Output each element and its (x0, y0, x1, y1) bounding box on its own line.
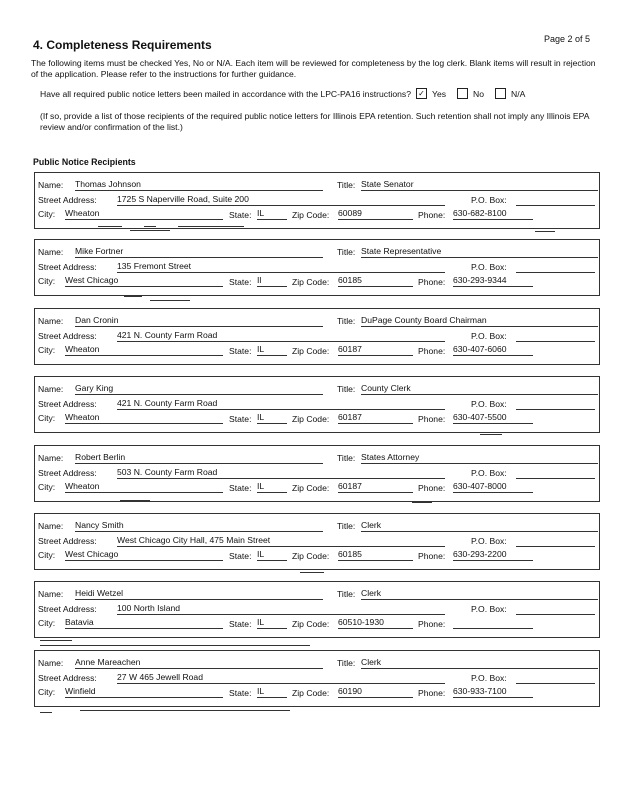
scan-mark (412, 502, 432, 503)
phone-label: Phone: (418, 551, 446, 561)
po-box-label: P.O. Box: (471, 536, 507, 546)
state-label: State: (229, 346, 252, 356)
zip-label: Zip Code: (292, 277, 330, 287)
po-box-field[interactable] (516, 535, 595, 547)
yes-checkbox[interactable]: ✓ (416, 88, 427, 99)
street-label: Street Address: (38, 536, 97, 546)
title-field[interactable]: Clerk (361, 588, 598, 600)
scan-mark (40, 640, 72, 641)
title-label: Title: (337, 453, 356, 463)
zip-label: Zip Code: (292, 483, 330, 493)
city-field[interactable]: Wheaton (65, 208, 223, 220)
name-label: Name: (38, 658, 64, 668)
title-label: Title: (337, 247, 356, 257)
title-label: Title: (337, 589, 356, 599)
page-number: Page 2 of 5 (543, 34, 590, 44)
city-label: City: (38, 482, 56, 492)
scan-mark (124, 296, 142, 297)
city-field[interactable]: Winfield (65, 686, 223, 698)
recipient-card (34, 513, 600, 570)
street-field[interactable]: 27 W 465 Jewell Road (117, 672, 445, 684)
scan-mark (300, 572, 324, 573)
po-box-label: P.O. Box: (471, 195, 507, 205)
name-label: Name: (38, 453, 64, 463)
state-field[interactable]: IL (257, 208, 287, 220)
name-label: Name: (38, 316, 64, 326)
phone-field[interactable]: 630-407-5500 (453, 412, 533, 424)
title-label: Title: (337, 384, 356, 394)
name-field[interactable]: Anne Mareachen (75, 657, 323, 669)
street-label: Street Address: (38, 673, 97, 683)
name-field[interactable]: Robert Berlin (75, 452, 323, 464)
city-label: City: (38, 618, 56, 628)
state-label: State: (229, 210, 252, 220)
po-box-label: P.O. Box: (471, 399, 507, 409)
phone-field[interactable]: 630-293-9344 (453, 275, 533, 287)
po-box-field[interactable] (516, 398, 595, 410)
state-field[interactable]: IL (257, 549, 287, 561)
state-field[interactable]: IL (257, 686, 287, 698)
title-label: Title: (337, 521, 356, 531)
no-checkbox[interactable] (457, 88, 468, 99)
recipient-card (34, 308, 600, 365)
street-field[interactable]: 100 North Island (117, 603, 445, 615)
na-checkbox[interactable] (495, 88, 506, 99)
zip-field[interactable]: 60185 (338, 549, 413, 561)
recipient-card (34, 445, 600, 502)
state-label: State: (229, 483, 252, 493)
title-label: Title: (337, 658, 356, 668)
phone-label: Phone: (418, 346, 446, 356)
public-notice-question (40, 88, 531, 99)
name-label: Name: (38, 180, 64, 190)
scan-mark (120, 500, 150, 501)
state-field[interactable]: IL (257, 617, 287, 629)
scan-mark (535, 231, 555, 232)
state-label: State: (229, 414, 252, 424)
phone-field[interactable]: 630-407-6060 (453, 344, 533, 356)
scan-mark (178, 226, 244, 227)
city-field[interactable]: Wheaton (65, 344, 223, 356)
zip-field[interactable]: 60187 (338, 481, 413, 493)
street-label: Street Address: (38, 262, 97, 272)
zip-label: Zip Code: (292, 210, 330, 220)
name-field[interactable]: Dan Cronin (75, 315, 323, 327)
state-label: State: (229, 688, 252, 698)
recipient-card (34, 581, 600, 638)
title-label: Title: (337, 180, 356, 190)
city-label: City: (38, 345, 56, 355)
street-field[interactable]: 503 N. County Farm Road (117, 467, 445, 479)
name-field[interactable]: Thomas Johnson (75, 179, 323, 191)
po-box-field[interactable] (516, 603, 595, 615)
city-label: City: (38, 276, 56, 286)
phone-label: Phone: (418, 688, 446, 698)
po-box-field[interactable] (516, 330, 595, 342)
phone-label: Phone: (418, 210, 446, 220)
section-heading: 4. Completeness Requirements (33, 38, 212, 52)
scan-mark (480, 434, 502, 435)
title-field[interactable]: Clerk (361, 520, 598, 532)
scan-mark (150, 300, 190, 301)
name-label: Name: (38, 589, 64, 599)
po-box-label: P.O. Box: (471, 331, 507, 341)
yes-label: Yes (432, 88, 447, 99)
name-label: Name: (38, 521, 64, 531)
zip-field[interactable]: 60187 (338, 412, 413, 424)
state-field[interactable]: IL (257, 412, 287, 424)
scan-mark (98, 226, 122, 227)
name-label: Name: (38, 247, 64, 257)
phone-field[interactable] (453, 617, 533, 629)
recipient-card (34, 239, 600, 296)
street-field[interactable]: 135 Fremont Street (117, 261, 445, 273)
street-field[interactable]: 1725 S Naperville Road, Suite 200 (117, 194, 445, 206)
city-label: City: (38, 413, 56, 423)
title-field[interactable]: County Clerk (361, 383, 598, 395)
scan-mark (130, 230, 170, 231)
zip-field[interactable]: 60190 (338, 686, 413, 698)
city-field[interactable]: Wheaton (65, 412, 223, 424)
zip-label: Zip Code: (292, 688, 330, 698)
zip-field[interactable]: 60185 (338, 275, 413, 287)
po-box-field[interactable] (516, 672, 595, 684)
title-field[interactable]: DuPage County Board Chairman (361, 315, 598, 327)
po-box-field[interactable] (516, 467, 595, 479)
state-field[interactable]: Il (257, 275, 287, 287)
state-label: State: (229, 551, 252, 561)
name-field[interactable]: Gary King (75, 383, 323, 395)
name-field[interactable]: Heidi Wetzel (75, 588, 323, 600)
scan-mark (40, 645, 310, 646)
state-field[interactable]: IL (257, 481, 287, 493)
name-field[interactable]: Nancy Smith (75, 520, 323, 532)
phone-label: Phone: (418, 414, 446, 424)
phone-label: Phone: (418, 483, 446, 493)
title-field[interactable]: State Representative (361, 246, 598, 258)
recipients-section-title: Public Notice Recipients (33, 157, 136, 167)
scan-mark (40, 712, 52, 713)
title-label: Title: (337, 316, 356, 326)
recipient-card (34, 172, 600, 229)
phone-field[interactable]: 630-682-8100 (453, 208, 533, 220)
name-field[interactable]: Mike Fortner (75, 246, 323, 258)
no-label: No (473, 88, 485, 99)
phone-label: Phone: (418, 619, 446, 629)
po-box-label: P.O. Box: (471, 673, 507, 683)
phone-field[interactable]: 630-293-2200 (453, 549, 533, 561)
city-field[interactable]: Batavia (65, 617, 223, 629)
recipient-card (34, 376, 600, 433)
title-field[interactable]: Clerk (361, 657, 598, 669)
po-box-label: P.O. Box: (471, 262, 507, 272)
city-label: City: (38, 209, 56, 219)
po-box-label: P.O. Box: (471, 468, 507, 478)
question-text: Have all required public notice letters been mailed in accordance with the LPC-PA16 instructions? (40, 88, 412, 99)
zip-label: Zip Code: (292, 551, 330, 561)
po-box-field[interactable] (516, 261, 595, 273)
intro-paragraph: The following items must be checked Yes, No or N/A. Each item will be reviewed for completeness by the log clerk. Blank items will result in rejection of the application. Please refer to the instructions for further guidance. (31, 58, 596, 79)
scan-mark (144, 226, 156, 227)
city-label: City: (38, 687, 56, 697)
phone-field[interactable]: 630-407-8000 (453, 481, 533, 493)
city-field[interactable]: Wheaton (65, 481, 223, 493)
phone-label: Phone: (418, 277, 446, 287)
city-field[interactable]: West Chicago (65, 275, 223, 287)
zip-field[interactable]: 60187 (338, 344, 413, 356)
state-label: State: (229, 277, 252, 287)
name-label: Name: (38, 384, 64, 394)
state-field[interactable]: IL (257, 344, 287, 356)
retention-note: (If so, provide a list of those recipients of the required public notice letters for Illinois EPA retention. Such retention shall not imply any Illinois EPA review and/or confirmation of the list.) (40, 111, 590, 132)
street-label: Street Address: (38, 331, 97, 341)
scan-mark (300, 364, 318, 365)
scan-mark (80, 710, 290, 711)
street-label: Street Address: (38, 468, 97, 478)
title-field[interactable]: States Attorney (361, 452, 598, 464)
po-box-field[interactable] (516, 194, 595, 206)
street-field[interactable]: 421 N. County Farm Road (117, 330, 445, 342)
zip-label: Zip Code: (292, 346, 330, 356)
phone-field[interactable]: 630-933-7100 (453, 686, 533, 698)
city-label: City: (38, 550, 56, 560)
street-field[interactable]: 421 N. County Farm Road (117, 398, 445, 410)
zip-field[interactable]: 60510-1930 (338, 617, 413, 629)
street-label: Street Address: (38, 195, 97, 205)
po-box-label: P.O. Box: (471, 604, 507, 614)
title-field[interactable]: State Senator (361, 179, 598, 191)
zip-label: Zip Code: (292, 619, 330, 629)
zip-label: Zip Code: (292, 414, 330, 424)
state-label: State: (229, 619, 252, 629)
street-label: Street Address: (38, 399, 97, 409)
na-label: N/A (511, 88, 526, 99)
zip-field[interactable]: 60089 (338, 208, 413, 220)
street-field[interactable]: West Chicago City Hall, 475 Main Street (117, 535, 445, 547)
street-label: Street Address: (38, 604, 97, 614)
recipient-card (34, 650, 600, 707)
city-field[interactable]: West Chicago (65, 549, 223, 561)
